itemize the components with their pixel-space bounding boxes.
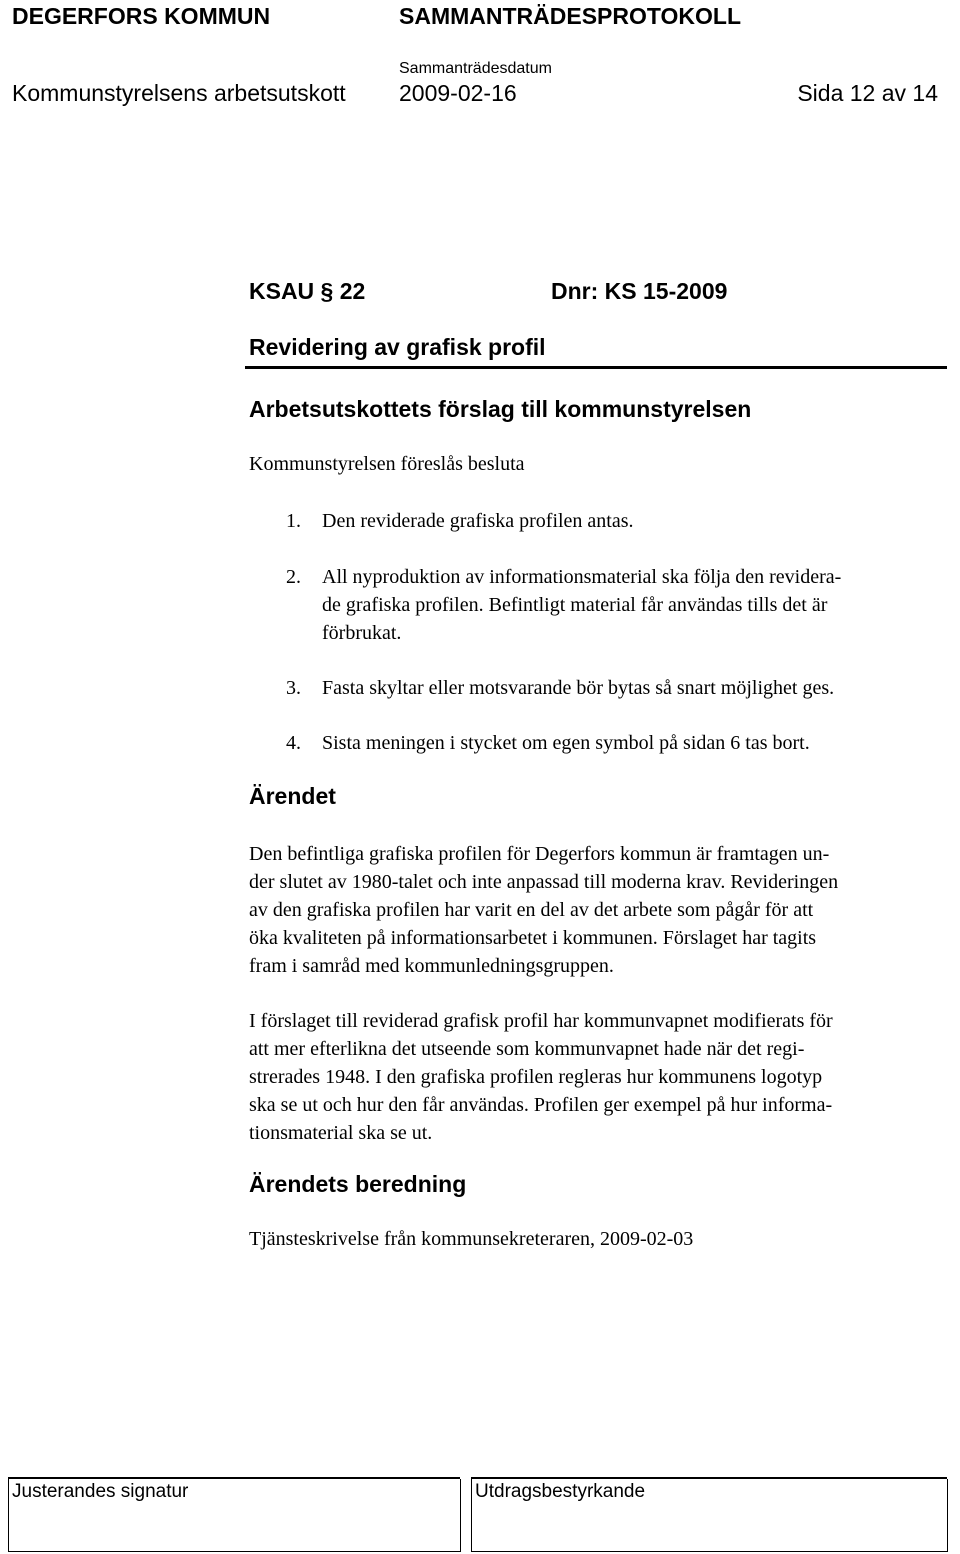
case-id: KSAU § 22 (249, 278, 366, 304)
item-text: Sista meningen i stycket om egen symbol på sidan 6 tas bort. (322, 732, 810, 754)
paragraph-line: I förslaget till reviderad grafisk profil har kommunvapnet modifierats för (249, 1010, 833, 1032)
case-dnr: Dnr: KS 15-2009 (551, 278, 728, 304)
arendet-heading: Ärendet (249, 783, 336, 809)
beredning-text: Tjänsteskrivelse från kommunsekreteraren, 2009-02-03 (249, 1228, 694, 1250)
case-title: Revidering av grafisk profil (249, 334, 546, 360)
paragraph-line: fram i samråd med kommunledningsgruppen. (249, 955, 614, 977)
organization-name: DEGERFORS KOMMUN (12, 3, 271, 29)
arendet-paragraph (249, 1007, 949, 1147)
paragraph-line: Den befintliga grafiska profilen för Degerfors kommun är framtagen un- (249, 843, 830, 865)
committee-name: Kommunstyrelsens arbetsutskott (12, 80, 346, 106)
item-number: 2. (286, 566, 301, 588)
paragraph-line: av den grafiska profilen har varit en del av det arbete som pågår för att (249, 899, 814, 921)
signature-label: Justerandes signatur (12, 1481, 189, 1502)
certification-label: Utdragsbestyrkande (475, 1481, 646, 1502)
proposal-intro: Kommunstyrelsen föreslås besluta (249, 453, 525, 475)
meeting-date: 2009-02-16 (399, 80, 517, 106)
item-text: All nyproduktion av informationsmaterial ska följa den revidera- (322, 566, 842, 588)
item-text: Fasta skyltar eller motsvarande bör bytas så snart möjlighet ges. (322, 677, 835, 699)
paragraph-line: der slutet av 1980-talet och inte anpassad till moderna krav. Revideringen (249, 871, 839, 893)
page-number: Sida 12 av 14 (797, 80, 938, 106)
item-text: de grafiska profilen. Befintligt material får användas tills det är (322, 594, 828, 616)
paragraph-line: strerades 1948. I den grafiska profilen regleras hur kommunens logotyp (249, 1066, 823, 1088)
item-number: 4. (286, 732, 301, 754)
paragraph-line: att mer efterlikna det utseende som kommunvapnet hade när det regi- (249, 1038, 805, 1060)
meeting-date-label: Sammanträdesdatum (399, 60, 552, 77)
item-number: 3. (286, 677, 301, 699)
proposal-heading: Arbetsutskottets förslag till kommunstyrelsen (249, 396, 752, 422)
arendet-paragraph (249, 840, 949, 980)
paragraph-line: ska se ut och hur den får användas. Profilen ger exempel på hur informa- (249, 1094, 833, 1116)
beredning-heading: Ärendets beredning (249, 1171, 467, 1197)
paragraph-line: öka kvaliteten på informationsarbetet i kommunen. Förslaget har tagits (249, 927, 817, 949)
item-number: 1. (286, 510, 301, 532)
item-text: förbrukat. (322, 622, 402, 644)
paragraph-line: tionsmaterial ska se ut. (249, 1122, 433, 1144)
title-divider (245, 366, 947, 369)
item-text: Den reviderade grafiska profilen antas. (322, 510, 634, 532)
document-type: SAMMANTRÄDESPROTOKOLL (399, 3, 742, 29)
